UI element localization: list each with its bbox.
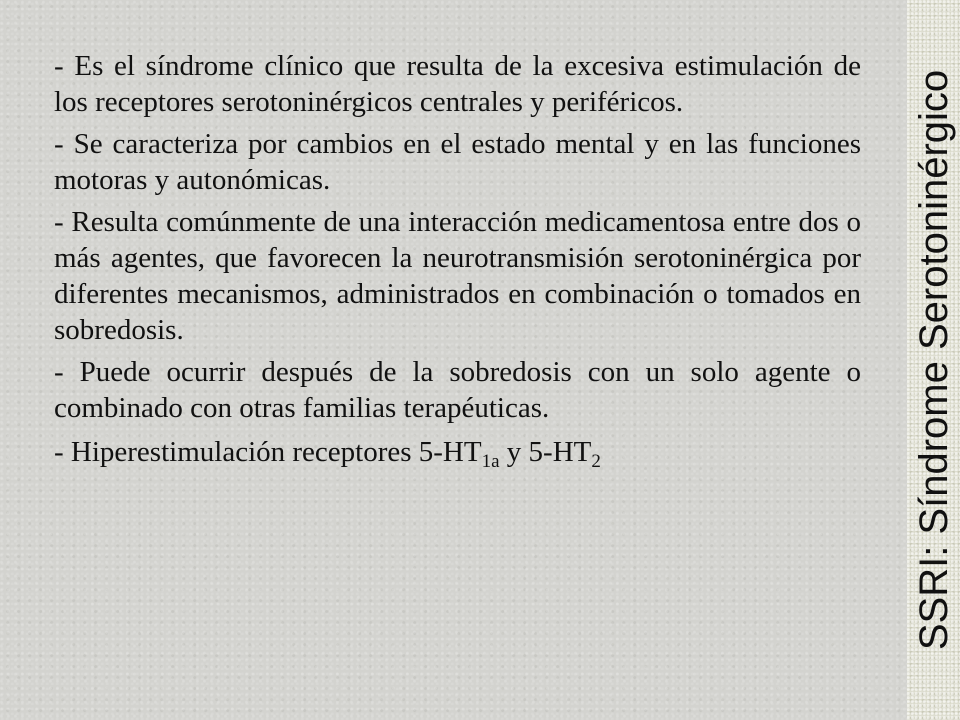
- receptors-prefix: - Hiperestimulación receptores 5-HT: [54, 436, 482, 468]
- slide-body: [54, 48, 861, 476]
- paragraph-characteristics: - Se caracteriza por cambios en el estado mental y en las funciones motoras y autonómicas.: [54, 128, 861, 196]
- title-sidebar: [907, 0, 960, 720]
- receptors-middle: y 5-HT: [499, 436, 592, 468]
- paragraph-receptors: [54, 434, 861, 470]
- paragraph-definition: - Es el síndrome clínico que resulta de la excesiva estimulación de los receptores serotoninérgicos centrales y periféricos.: [54, 50, 861, 118]
- paragraph-interaction: - Resulta comúnmente de una interacción medicamentosa entre dos o más agentes, que favorecen la neurotransmisión serotoninérgica por diferentes mecanismos, administrados en combinación o tomados en sobredosis.: [54, 206, 861, 346]
- receptor-subscript-1a: 1a: [481, 451, 500, 472]
- paragraph-overdose: - Puede ocurrir después de la sobredosis con un solo agente o combinado con otras familias terapéuticas.: [54, 356, 861, 424]
- slide-title: SSRI: Síndrome Serotoninérgico: [911, 69, 956, 651]
- receptor-subscript-2: 2: [591, 451, 601, 472]
